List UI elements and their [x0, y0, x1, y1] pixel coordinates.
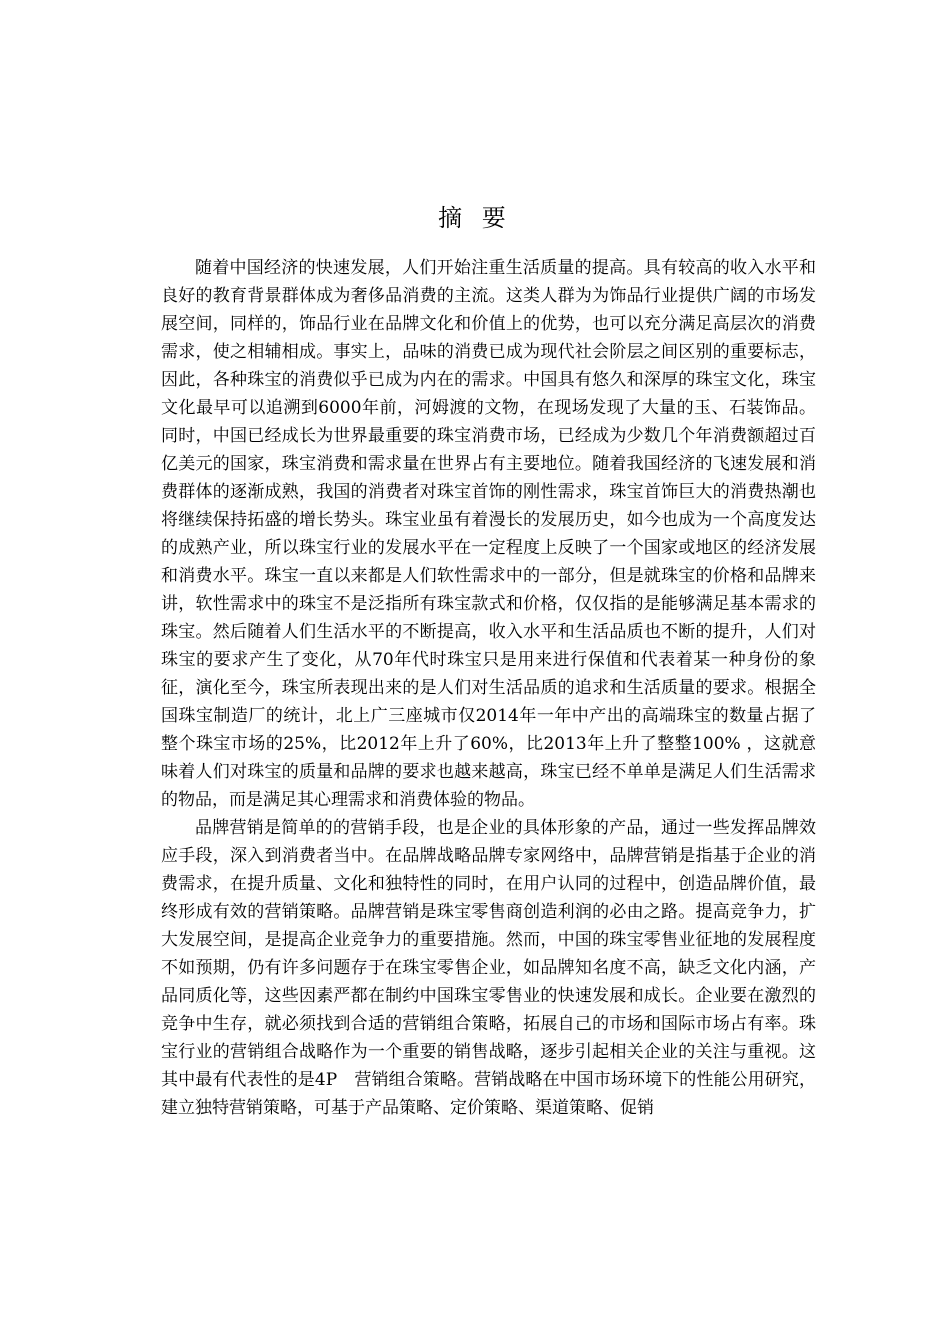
abstract-body [161, 254, 816, 1122]
abstract-title: 摘 要 [438, 204, 512, 232]
paragraph-1: 随着中国经济的快速发展，人们开始注重生活质量的提高。具有较高的收入水平和良好的教育背景群体成为奢侈品消费的主流。这类人群为为饰品行业提供广阔的市场发展空间，同样的，饰品行业在品牌文化和价值上的优势，也可以充分满足高层次的消费需求，使之相辅相成。事实上，品味的消费已成为现代社会阶层之间区别的重要标志，因此，各种珠宝的消费似乎已成为内在的需求。中国具有悠久和深厚的珠宝文化，珠宝文化最早可以追溯到6000年前，河姆渡的文物，在现场发现了大量的玉、石装饰品。同时，中国已经成长为世界最重要的珠宝消费市场，已经成为少数几个年消费额超过百亿美元的国家，珠宝消费和需求量在世界占有主要地位。随着我国经济的飞速发展和消费群体的逐渐成熟，我国的消费者对珠宝首饰的刚性需求，珠宝首饰巨大的消费热潮也将继续保持拓盛的增长势头。珠宝业虽有着漫长的发展历史，如今也成为一个高度发达的成熟产业，所以珠宝行业的发展水平在一定程度上反映了一个国家或地区的经济发展和消费水平。珠宝一直以来都是人们软性需求中的一部分，但是就珠宝的价格和品牌来讲，软性需求中的珠宝不是泛指所有珠宝款式和价格，仅仅指的是能够满足基本需求的珠宝。然后随着人们生活水平的不断提高，收入水平和生活品质也不断的提升，人们对珠宝的要求产生了变化，从70年代时珠宝只是用来进行保值和代表着某一种身份的象征，演化至今，珠宝所表现出来的是人们对生活品质的追求和生活质量的要求。根据全国珠宝制造厂的统计，北上广三座城市仅2014年一年中产出的高端珠宝的数量占据了整个珠宝市场的25%，比2012年上升了60%，比2013年上升了整整100% ，这就意味着人们对珠宝的质量和品牌的要求也越来越高，珠宝已经不单单是满足人们生活需求的物品，而是满足其心理需求和消费体验的物品。 [161, 258, 816, 810]
paragraph-2: 品牌营销是简单的的营销手段，也是企业的具体形象的产品，通过一些发挥品牌效应手段，深入到消费者当中。在品牌战略品牌专家网络中，品牌营销是指基于企业的消费需求，在提升质量、文化和独特性的同时，在用户认同的过程中，创造品牌价值，最终形成有效的营销策略。品牌营销是珠宝零售商创造利润的必由之路。提高竞争力，扩大发展空间，是提高企业竞争力的重要措施。然而，中国的珠宝零售业征地的发展程度不如预期，仍有许多问题存于在珠宝零售企业，如品牌知名度不高，缺乏文化内涵，产品同质化等，这些因素严都在制约中国珠宝零售业的快速发展和成长。企业要在激烈的竞争中生存，就必须找到合适的营销组合策略，拓展自己的市场和国际市场占有率。珠宝行业的营销组合战略作为一个重要的销售战略，逐步引起相关企业的关注与重视。这其中最有代表性的是4P 营销组合策略。营销战略在中国市场环境下的性能公用研究，建立独特营销策略，可基于产品策略、定价策略、渠道策略、促销 [161, 818, 816, 1118]
